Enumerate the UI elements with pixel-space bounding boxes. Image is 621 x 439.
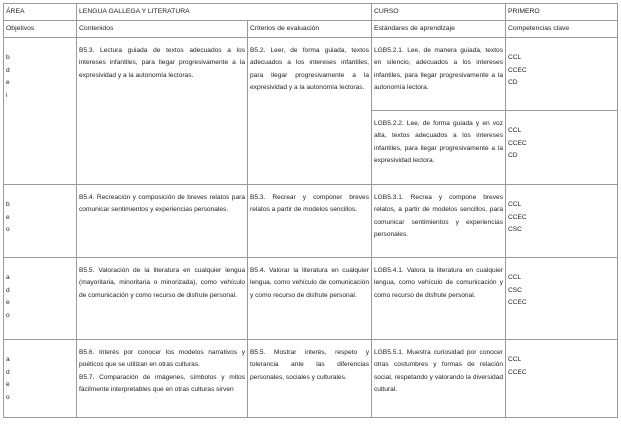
objetivo-item: e bbox=[6, 381, 10, 389]
estandar-cell bbox=[372, 111, 506, 185]
estandar-cell bbox=[372, 340, 506, 418]
criterio-text: B5.3. Recrear y componer breves relatos a partir de modelos sencillos. bbox=[250, 194, 369, 214]
area-label: ÁREA bbox=[4, 4, 77, 21]
estandar-text: LGB5.4.1. Valora la literatura en cualquier lengua, como vehículo de comunicación y como recurso de disfrute personal. bbox=[374, 267, 503, 299]
competencia-item: CSC bbox=[508, 286, 522, 294]
objetivos-cell bbox=[4, 38, 77, 185]
curriculum-table bbox=[3, 3, 618, 418]
objetivo-item: o bbox=[6, 311, 10, 319]
column-header-competencias: Competencias clave bbox=[506, 21, 618, 38]
objetivos-cell bbox=[4, 258, 77, 340]
criterios-cell bbox=[248, 258, 372, 340]
criterio-text: B5.4. Valorar la literatura en cualquier lengua, como vehículo de comunicación y como recurso de disfrute personal. bbox=[250, 267, 369, 299]
estandar-cell bbox=[372, 258, 506, 340]
competencias-cell bbox=[506, 38, 618, 111]
competencia-item: CCEC bbox=[508, 368, 527, 376]
criterios-cell bbox=[248, 38, 372, 185]
estandar-cell bbox=[372, 38, 506, 111]
objetivo-item: b bbox=[6, 54, 10, 62]
competencia-item: CCEC bbox=[508, 66, 527, 74]
criterio-text: B5.2. Leer, de forma guiada, textos adecuados a los intereses infantiles, para llegar progresivamente a la expresividad y a la autonomía lectoras. bbox=[250, 47, 369, 92]
contenido-text: B5.3. Lectura guiada de textos adecuados a los intereses infantiles, para llegar progresivamente a la expresividad y a la autonomía lectoras. bbox=[79, 47, 245, 79]
competencias-cell bbox=[506, 258, 618, 340]
objetivo-item: a bbox=[6, 356, 10, 364]
column-header-estandares: Estándares de aprendizaje bbox=[372, 21, 506, 38]
competencia-item: CCL bbox=[508, 54, 522, 62]
table-row bbox=[4, 185, 618, 258]
objetivo-item: a bbox=[6, 274, 10, 282]
contenido-text: B5.6. Interés por conocer los modelos narrativos y poéticos que se utilizan en otras culturas. bbox=[79, 349, 245, 369]
objetivo-item: i bbox=[6, 91, 8, 99]
estandar-text: LGB5.2.1. Lee, de manera guiada, textos en silencio, adecuados a los intereses infantiles, para llegar progresivamente a la autonomía lectora. bbox=[374, 47, 503, 92]
competencias-cell bbox=[506, 111, 618, 185]
criterio-text: B5.5. Mostrar interés, respeto y tolerancia ante las diferencias personales, sociales y culturales. bbox=[250, 349, 369, 381]
competencia-item: CCEC bbox=[508, 299, 527, 307]
competencia-item: CCL bbox=[508, 274, 522, 282]
column-header-row bbox=[4, 21, 618, 38]
contenidos-cell bbox=[77, 38, 248, 185]
contenidos-cell bbox=[77, 185, 248, 258]
competencia-item: CCL bbox=[508, 127, 522, 135]
table-row bbox=[4, 340, 618, 418]
estandar-cell bbox=[372, 185, 506, 258]
contenido-text: B5.7. Comparación de imágenes, símbolos y mitos fácilmente interpretables que en otras culturas sirven bbox=[79, 373, 245, 394]
estandar-text: LGB5.3.1. Recrea y compone breves relatos, a partir de modelos sencillos, para comunicar sentimientos y experiencias personales. bbox=[374, 194, 503, 239]
curso-label: CURSO bbox=[372, 4, 506, 21]
competencias-cell bbox=[506, 185, 618, 258]
objetivo-item: o bbox=[6, 226, 10, 234]
estandar-text: LGB5.5.1. Muestra curiosidad por conocer otras costumbres y formas de relación social, respetando y valorando la diversidad cultural. bbox=[374, 349, 503, 394]
contenidos-cell bbox=[77, 258, 248, 340]
column-header-contenidos: Contenidos bbox=[77, 21, 248, 38]
area-value: LENGUA GALLEGA Y LITERATURA bbox=[77, 4, 372, 21]
objetivo-item: e bbox=[6, 213, 10, 221]
competencia-item: CD bbox=[508, 79, 518, 87]
table-row bbox=[4, 258, 618, 340]
competencia-item: CCEC bbox=[508, 139, 527, 147]
objetivos-cell bbox=[4, 185, 77, 258]
competencia-item: CD bbox=[508, 152, 518, 160]
table-row bbox=[4, 38, 618, 111]
contenidos-cell bbox=[77, 340, 248, 418]
competencia-item: CCEC bbox=[508, 213, 527, 221]
criterios-cell bbox=[248, 185, 372, 258]
objetivo-item: d bbox=[6, 286, 10, 294]
curso-value: PRIMERO bbox=[506, 4, 618, 21]
contenido-text: B5.4. Recreación y composición de breves relatos para comunicar sentimientos y experiencias personales. bbox=[79, 194, 245, 214]
competencias-cell bbox=[506, 340, 618, 418]
column-header-criterios: Criterios de evaluación bbox=[248, 21, 372, 38]
competencia-item: CSC bbox=[508, 226, 522, 234]
contenido-text: B5.5. Valoración de la literatura en cualquier lengua (mayoritaria, minoritaria o minorizada), como vehículo de comunicación y como recurso de disfrute personal. bbox=[79, 267, 245, 299]
objetivo-item: b bbox=[6, 201, 10, 209]
competencia-item: CCL bbox=[508, 201, 522, 209]
objetivo-item: d bbox=[6, 368, 10, 376]
column-header-objetivos: Objetivos bbox=[4, 21, 77, 38]
objetivo-item: o bbox=[6, 393, 10, 401]
estandar-text: LGB5.2.2. Lee, de forma guiada y en voz alta, textos adecuados a los intereses infantiles, para llegar progresivamente a la expresividad lectora. bbox=[374, 120, 503, 165]
header-row bbox=[4, 4, 618, 21]
criterios-cell bbox=[248, 340, 372, 418]
objetivo-item: d bbox=[6, 66, 10, 74]
objetivo-item: e bbox=[6, 79, 10, 87]
competencia-item: CCL bbox=[508, 356, 522, 364]
objetivo-item: e bbox=[6, 299, 10, 307]
objetivos-cell bbox=[4, 340, 77, 418]
